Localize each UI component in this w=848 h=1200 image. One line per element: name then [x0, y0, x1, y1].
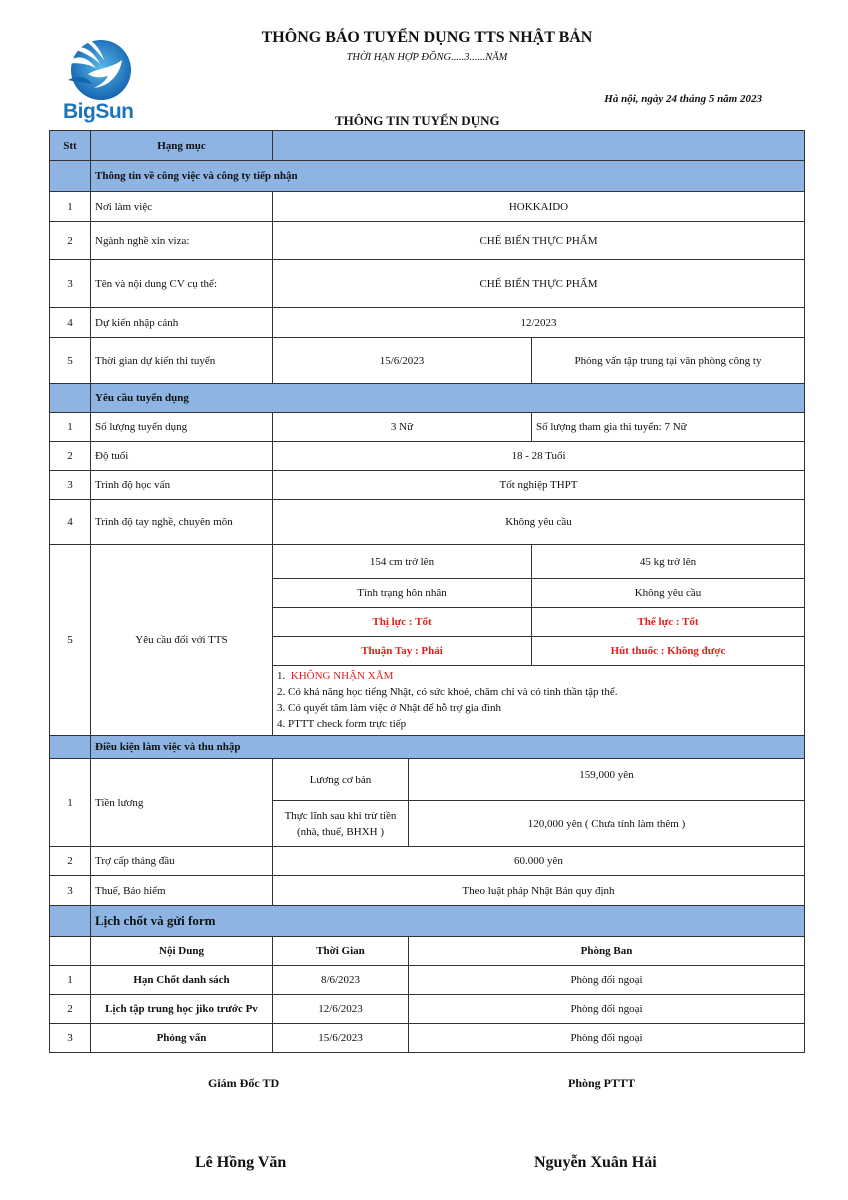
smoking-requirement: Hút thuốc : Không được	[532, 637, 805, 666]
recruit-quantity: 3 Nữ	[273, 413, 532, 442]
table-row: 3 Thuế, Bảo hiểm Theo luật pháp Nhật Bản quy định	[50, 876, 805, 906]
col-time: Thời Gian	[273, 937, 409, 966]
net-salary-value: 120,000 yên ( Chưa tính làm thêm )	[409, 801, 805, 847]
section-row	[50, 736, 805, 759]
exam-quantity: Số lượng tham gia thi tuyển: 7 Nữ	[532, 413, 805, 442]
table-row: 1 Tiền lương Lương cơ bản 159,000 yên	[50, 759, 805, 801]
col-item: Hạng mục	[91, 131, 273, 161]
handedness-requirement: Thuận Tay : Phải	[273, 637, 532, 666]
note-line: 1. KHÔNG NHẬN XĂM	[277, 670, 394, 682]
section-row	[50, 906, 805, 937]
note-line: 3. Có quyết tâm làm việc ở Nhật để hỗ trợ gia đình	[277, 702, 501, 714]
section-title: THÔNG TIN TUYỂN DỤNG	[335, 113, 500, 128]
table-header-row	[50, 131, 805, 161]
marital-status-label: Tình trạng hôn nhân	[273, 579, 532, 608]
table-row: 5 Yêu cầu đối với TTS 154 cm trở lên 45 kg trở lên	[50, 545, 805, 579]
salary-label: Tiền lương	[91, 759, 273, 847]
fitness-requirement: Thể lực : Tốt	[532, 608, 805, 637]
table-row: 2 Ngành nghề xin viza: CHẾ BIẾN THỰC PHẨM	[50, 222, 805, 260]
table-row: 2 Độ tuổi 18 - 28 Tuổi	[50, 442, 805, 471]
section-title-schedule: Lịch chốt và gửi form	[91, 906, 805, 937]
col-department: Phòng Ban	[409, 937, 805, 966]
table-row: 1 Số lượng tuyển dụng 3 Nữ Số lượng tham gia thi tuyển: 7 Nữ	[50, 413, 805, 442]
first-month-allowance: 60.000 yên	[273, 847, 805, 876]
base-salary-label: Lương cơ bản	[273, 759, 409, 801]
marital-status-value: Không yêu cầu	[532, 579, 805, 608]
recruitment-table	[49, 130, 805, 1053]
job-description: CHẾ BIẾN THỰC PHẨM	[273, 260, 805, 308]
table-row: 1 Nơi làm việc HOKKAIDO	[50, 192, 805, 222]
height-requirement: 154 cm trở lên	[273, 545, 532, 579]
age-range: 18 - 28 Tuổi	[273, 442, 805, 471]
exam-location: Phỏng vấn tập trung tại văn phòng công ty	[532, 338, 805, 384]
table-row: 1 Hạn Chốt danh sách 8/6/2023 Phòng đối ngoại	[50, 966, 805, 995]
visa-occupation: CHẾ BIẾN THỰC PHẨM	[273, 222, 805, 260]
section-title-job-info: Thông tin về công việc và công ty tiếp nhận	[91, 161, 805, 192]
net-salary-label: Thực lĩnh sau khi trừ tiền (nhà, thuế, BHXH )	[273, 801, 409, 847]
section-row	[50, 384, 805, 413]
weight-requirement: 45 kg trở lên	[532, 545, 805, 579]
table-row: 5 Thời gian dự kiến thi tuyển 15/6/2023 Phỏng vấn tập trung tại văn phòng công ty	[50, 338, 805, 384]
table-row: 4 Trình độ tay nghề, chuyên môn Không yêu cầu	[50, 500, 805, 545]
note-line: 4. PTTT check form trực tiếp	[277, 718, 407, 730]
trainee-requirements-label: Yêu cầu đối với TTS	[91, 545, 273, 736]
table-row: 3 Tên và nội dung CV cụ thể: CHẾ BIẾN THỰC PHẨM	[50, 260, 805, 308]
education-level: Tốt nghiệp THPT	[273, 471, 805, 500]
table-row: 2 Lịch tập trung học jiko trước Pv 12/6/2023 Phòng đối ngoại	[50, 995, 805, 1024]
document-title: THÔNG BÁO TUYỂN DỤNG TTS NHẬT BẢN	[261, 29, 593, 46]
note-line: 2. Có khả năng học tiếng Nhật, có sức khoẻ, chăm chỉ và có tinh thần tập thể.	[277, 686, 618, 698]
table-row: 3 Trình độ học vấn Tốt nghiệp THPT	[50, 471, 805, 500]
schedule-header-row	[50, 937, 805, 966]
tax-insurance: Theo luật pháp Nhật Bản quy định	[273, 876, 805, 906]
col-stt: Stt	[50, 131, 91, 161]
table-row: 3 Phỏng vấn 15/6/2023 Phòng đối ngoại	[50, 1024, 805, 1053]
department-head-name: Nguyễn Xuân Hải	[534, 1154, 657, 1171]
requirement-notes	[273, 666, 805, 736]
section-title-requirements: Yêu cầu tuyển dụng	[91, 384, 805, 413]
section-row	[50, 161, 805, 192]
skill-level: Không yêu cầu	[273, 500, 805, 545]
table-row: 2 Trợ cấp tháng đầu 60.000 yên	[50, 847, 805, 876]
col-content: Nội Dung	[91, 937, 273, 966]
date-line: Hà nội, ngày 24 tháng 5 năm 2023	[604, 93, 762, 105]
base-salary-value: 159,000 yên	[409, 759, 805, 801]
director-name: Lê Hồng Văn	[195, 1154, 287, 1171]
table-row: 4 Dự kiến nhập cảnh 12/2023	[50, 308, 805, 338]
department-title: Phòng PTTT	[568, 1076, 636, 1090]
director-title: Giám Đốc TD	[208, 1076, 280, 1090]
exam-date: 15/6/2023	[273, 338, 532, 384]
company-logo-text: BigSun	[63, 100, 134, 123]
eyesight-requirement: Thị lực : Tốt	[273, 608, 532, 637]
contract-duration: THỜI HẠN HỢP ĐỒNG.....3......NĂM	[346, 52, 508, 63]
section-title-conditions: Điều kiện làm việc và thu nhập	[91, 736, 805, 759]
work-location: HOKKAIDO	[273, 192, 805, 222]
expected-entry: 12/2023	[273, 308, 805, 338]
